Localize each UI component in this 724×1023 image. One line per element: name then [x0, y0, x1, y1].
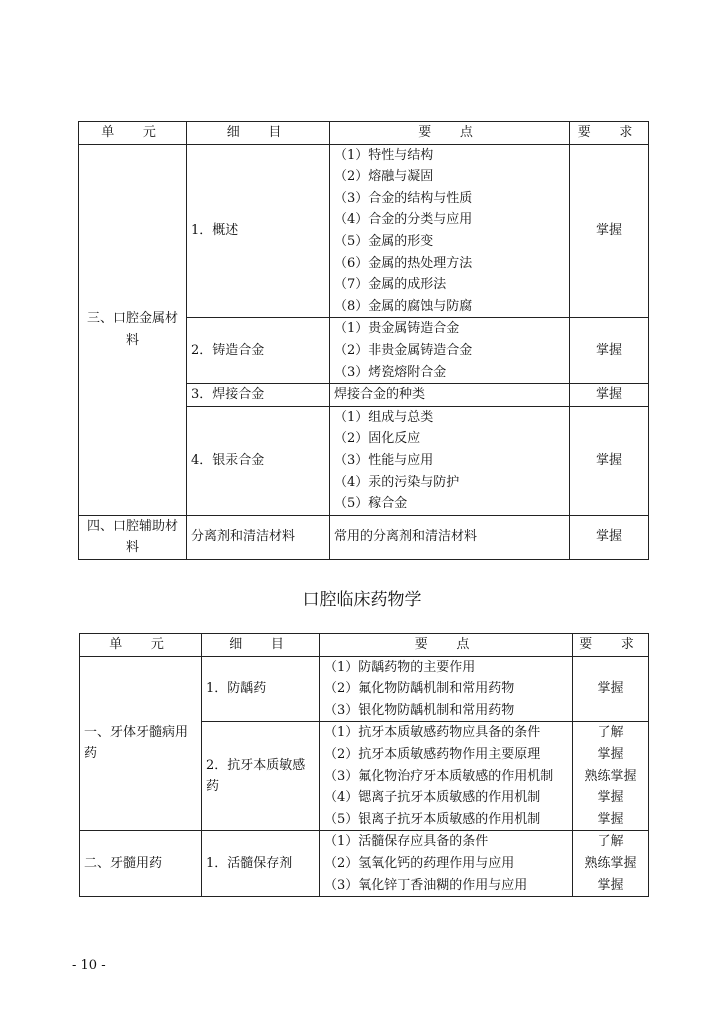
point-line: （5）银离子抗牙本质敏感的作用机制	[324, 811, 541, 827]
point-line: （1）防龋药物的主要作用	[324, 659, 476, 675]
clinical-pharmacology-table	[79, 633, 649, 897]
point-line: （2）熔融与凝固	[334, 169, 434, 185]
point-line: （4）锶离子抗牙本质敏感的作用机制	[324, 790, 541, 806]
point-line: （4）汞的污染与防护	[334, 474, 460, 490]
requirement-line: 熟练掌握	[584, 768, 637, 784]
metal-materials-table	[78, 121, 649, 560]
header-item: 细 目	[187, 122, 330, 145]
point-line: 常用的分离剂和清洁材料	[334, 529, 478, 545]
page-number: - 10 -	[72, 958, 106, 973]
points-cell	[330, 515, 570, 559]
point-line: （2）氟化物防龋机制和常用药物	[324, 681, 515, 697]
point-line: （3）合金的结构与性质	[334, 190, 473, 206]
point-line: （1）特性与结构	[334, 147, 434, 163]
requirement-cell: 掌握	[570, 515, 649, 559]
point-line: （3）氧化锌丁香油糊的作用与应用	[324, 877, 528, 893]
point-line: （5）金属的形变	[334, 233, 434, 249]
header-requirement: 要 求	[570, 122, 649, 145]
requirement-cell: 掌握	[570, 318, 649, 384]
item-cell: 2．铸造合金	[187, 318, 330, 384]
point-line: （4）合金的分类与应用	[334, 212, 473, 228]
points-cell	[320, 656, 573, 722]
header-unit: 单 元	[80, 634, 202, 657]
requirement-line: 熟练掌握	[584, 855, 637, 871]
item-cell: 1．防龋药	[202, 656, 320, 722]
point-line: （3）氟化物治疗牙本质敏感的作用机制	[324, 768, 554, 784]
points-cell	[330, 384, 570, 407]
requirement-cell: 掌握	[570, 406, 649, 515]
point-line: 焊接合金的种类	[334, 387, 426, 403]
requirement-line: 掌握	[597, 681, 624, 697]
point-line: （7）金属的成形法	[334, 277, 447, 293]
point-line: （1）活髓保存应具备的条件	[324, 834, 489, 850]
header-points: 要 点	[320, 634, 573, 657]
points-cell	[330, 406, 570, 515]
requirement-line: 了解	[597, 725, 624, 741]
requirement-cell	[573, 722, 649, 831]
point-line: （3）银化物防龋机制和常用药物	[324, 702, 515, 718]
unit-cell: 一、牙体牙髓病用药	[80, 656, 202, 831]
point-line: （1）贵金属铸造合金	[334, 321, 460, 337]
unit-cell: 三、口腔金属材料	[79, 144, 187, 515]
point-line: （2）非贵金属铸造合金	[334, 342, 473, 358]
header-unit: 单 元	[79, 122, 187, 145]
item-cell: 分离剂和清洁材料	[187, 515, 330, 559]
table-row	[79, 515, 649, 559]
table-row	[79, 144, 649, 318]
header-requirement: 要 求	[573, 634, 649, 657]
requirement-line: 掌握	[597, 746, 624, 762]
item-cell: 1．活髓保存剂	[202, 831, 320, 897]
item-cell: 2．抗牙本质敏感药	[202, 722, 320, 831]
header-item: 细 目	[202, 634, 320, 657]
point-line: （6）金属的热处理方法	[334, 255, 473, 271]
table-row	[80, 656, 649, 722]
requirement-cell: 掌握	[570, 144, 649, 318]
point-line: （3）烤瓷熔附合金	[334, 364, 447, 380]
points-cell	[320, 722, 573, 831]
point-line: （8）金属的腐蚀与防腐	[334, 298, 473, 314]
point-line: （1）组成与总类	[334, 409, 434, 425]
item-cell: 3．焊接合金	[187, 384, 330, 407]
requirement-line: 掌握	[597, 811, 624, 827]
point-line: （1）抗牙本质敏感药物应具备的条件	[324, 725, 541, 741]
requirement-cell: 掌握	[570, 384, 649, 407]
points-cell	[320, 831, 573, 897]
unit-cell: 四、口腔辅助材料	[79, 515, 187, 559]
requirement-cell	[573, 831, 649, 897]
table-row	[80, 831, 649, 897]
requirement-cell	[573, 656, 649, 722]
requirement-line: 掌握	[597, 877, 624, 893]
point-line: （2）抗牙本质敏感药物作用主要原理	[324, 746, 541, 762]
unit-cell: 二、牙髓用药	[80, 831, 202, 897]
point-line: （2）氢氧化钙的药理作用与应用	[324, 855, 515, 871]
points-cell	[330, 144, 570, 318]
point-line: （2）固化反应	[334, 431, 421, 447]
header-points: 要 点	[330, 122, 570, 145]
point-line: （3）性能与应用	[334, 452, 434, 468]
requirement-line: 了解	[597, 834, 624, 850]
points-cell	[330, 318, 570, 384]
section-title: 口腔临床药物学	[302, 590, 422, 610]
item-cell: 4．银汞合金	[187, 406, 330, 515]
requirement-line: 掌握	[597, 790, 624, 806]
item-cell: 1．概述	[187, 144, 330, 318]
point-line: （5）稼合金	[334, 496, 408, 512]
